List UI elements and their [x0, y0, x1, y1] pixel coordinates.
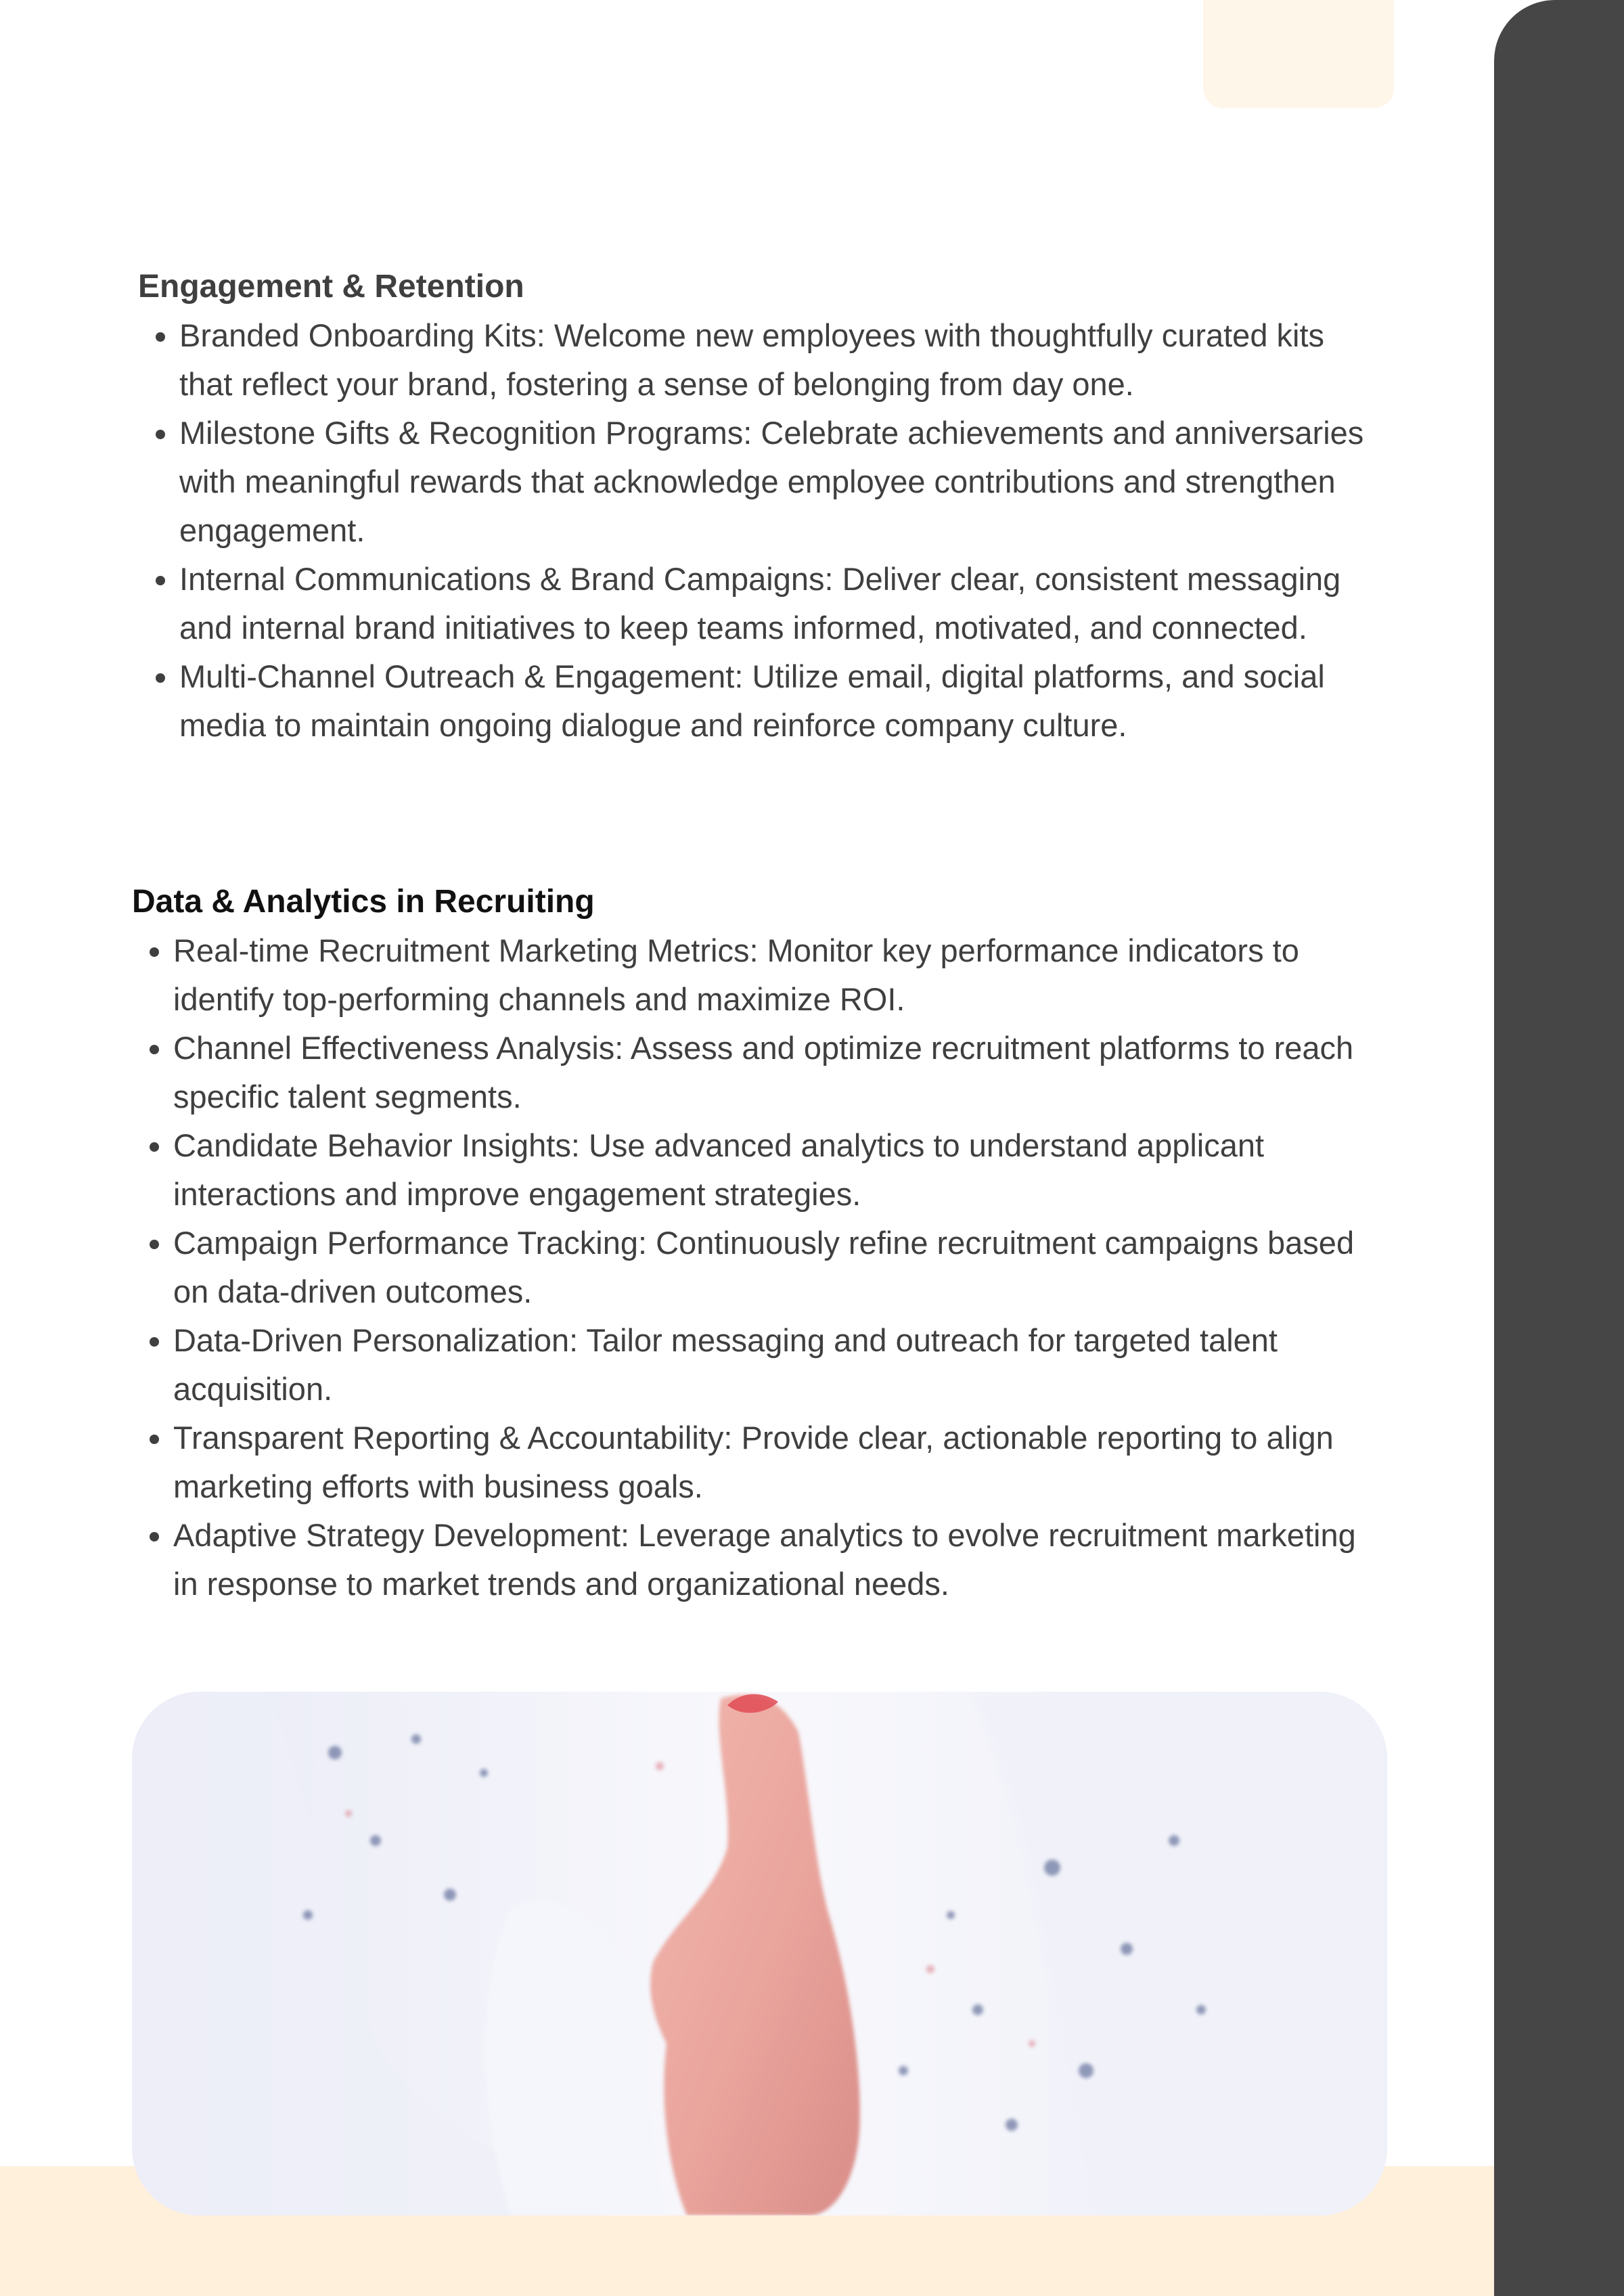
- decorative-top-tab: [1203, 0, 1394, 108]
- list-item: • Milestone Gifts & Recognition Programs: Celebrate achievements and anniversaries with meaningful rewards that acknowledge employee contributions and strengthen engagement.: [179, 409, 1370, 555]
- list-item: • Data-Driven Personalization: Tailor messaging and outreach for targeted talent acquisition.: [173, 1316, 1370, 1414]
- bullet-list: [138, 311, 1370, 750]
- section-heading: Data & Analytics in Recruiting: [132, 884, 595, 920]
- list-item: • Transparent Reporting & Accountability: Provide clear, actionable reporting to align marketing efforts with business goals.: [173, 1414, 1370, 1511]
- data-analytics-section: [132, 878, 1370, 1608]
- section-heading: Engagement & Retention: [138, 269, 524, 305]
- handshake-photo: [132, 1692, 1387, 2215]
- list-item: • Campaign Performance Tracking: Continuously refine recruitment campaigns based on data-driven outcomes.: [173, 1219, 1370, 1316]
- list-item: • Channel Effectiveness Analysis: Assess and optimize recruitment platforms to reach specific talent segments.: [173, 1024, 1370, 1121]
- decorative-side-bar: [1494, 0, 1624, 2296]
- list-item: • Branded Onboarding Kits: Welcome new employees with thoughtfully curated kits that reflect your brand, fostering a sense of belonging from day one.: [179, 311, 1370, 409]
- list-item: • Real-time Recruitment Marketing Metrics: Monitor key performance indicators to identify top-performing channels and maximize ROI.: [173, 926, 1370, 1024]
- handshake-illustration: [132, 1692, 1387, 2215]
- list-item: • Adaptive Strategy Development: Leverage analytics to evolve recruitment marketing in response to market trends and organizational needs.: [173, 1511, 1370, 1608]
- engagement-retention-section: [138, 263, 1370, 750]
- list-item: • Internal Communications & Brand Campaigns: Deliver clear, consistent messaging and internal brand initiatives to keep teams informed, motivated, and connected.: [179, 555, 1370, 652]
- bullet-list: [132, 926, 1370, 1608]
- list-item: • Multi-Channel Outreach & Engagement: Utilize email, digital platforms, and social media to maintain ongoing dialogue and reinforce company culture.: [179, 652, 1370, 750]
- list-item: • Candidate Behavior Insights: Use advanced analytics to understand applicant interactions and improve engagement strategies.: [173, 1121, 1370, 1219]
